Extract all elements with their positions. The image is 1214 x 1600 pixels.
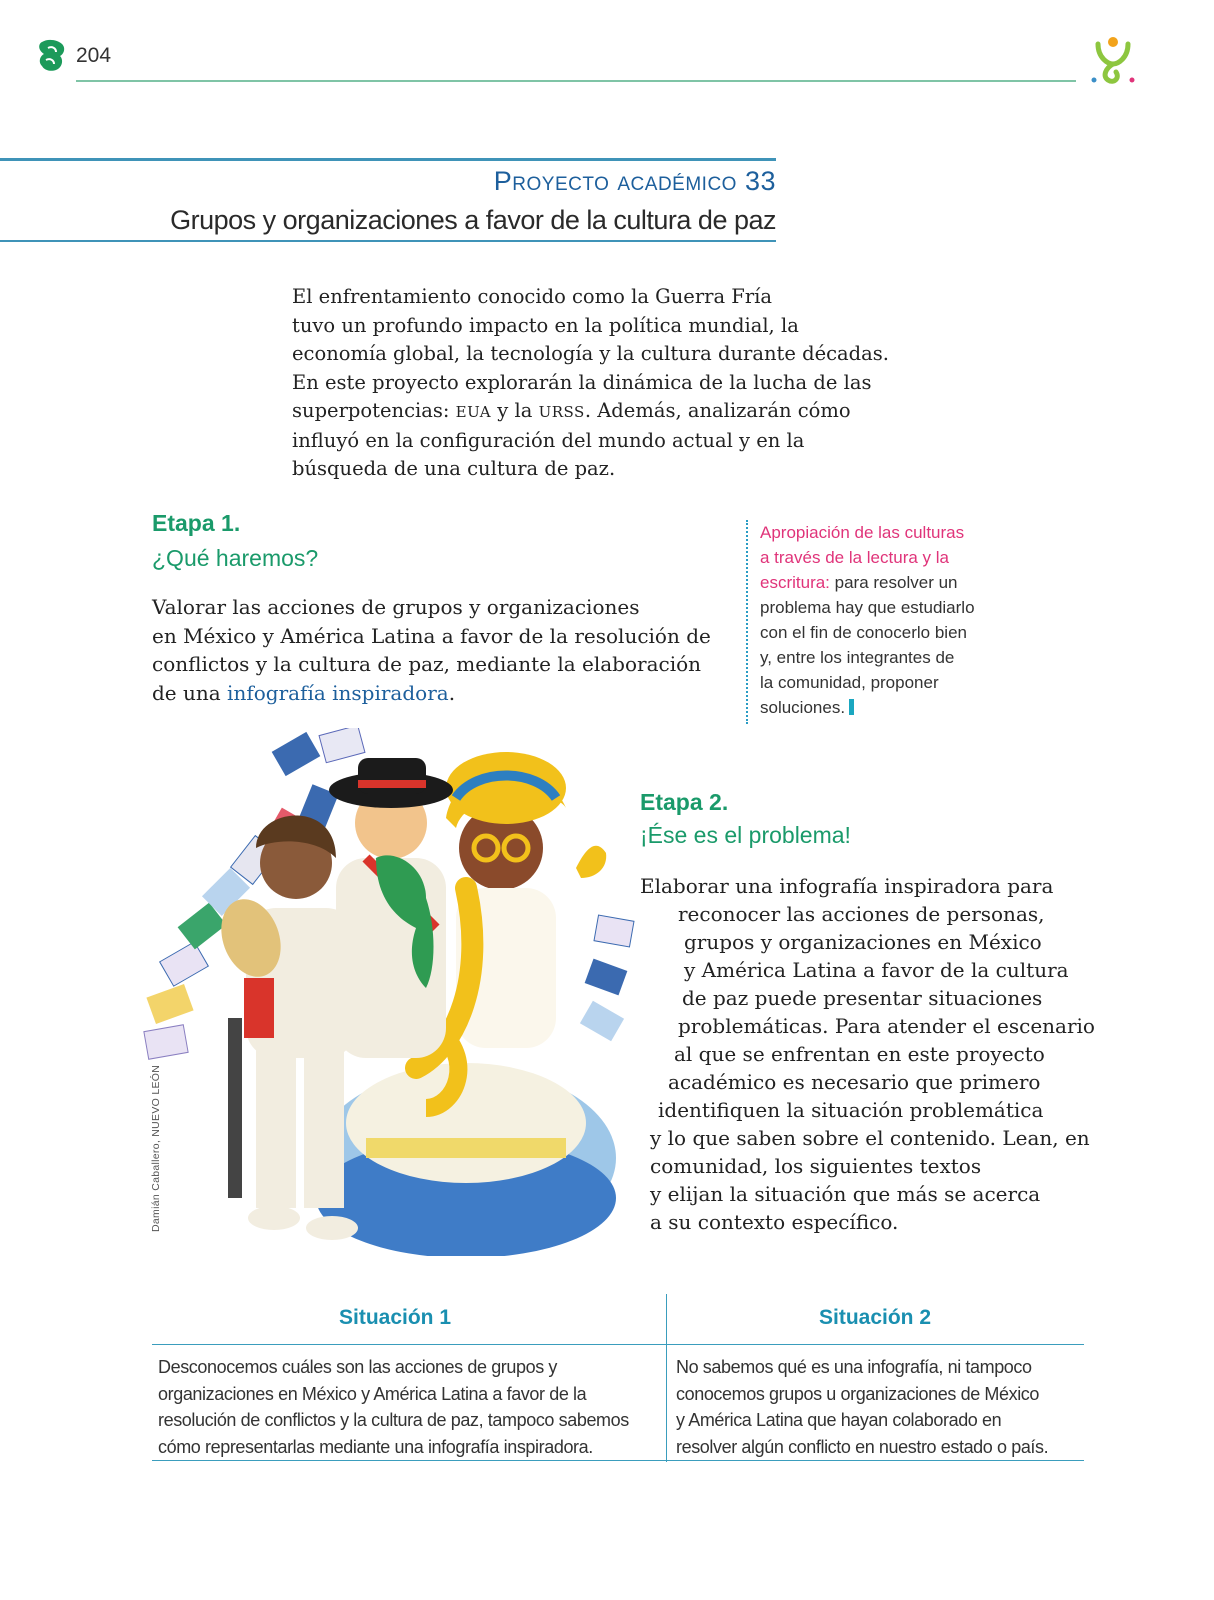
stage2-line: grupos y organizaciones en México bbox=[684, 930, 1042, 954]
acronym-eua: EUA bbox=[455, 403, 492, 421]
intro-text: . Además, analizarán cómo bbox=[584, 399, 851, 422]
sidenote bbox=[746, 520, 1060, 724]
situation-line: No sabemos qué es una infografía, ni tampoco bbox=[676, 1357, 1032, 1377]
stage2-line: comunidad, los siguientes textos bbox=[650, 1154, 982, 1178]
intro-line: En este proyecto explorarán la dinámica de la lucha de las bbox=[292, 370, 872, 394]
sidenote-highlight: a través de la lectura y la bbox=[760, 548, 949, 567]
situation-2-title: Situación 2 bbox=[818, 1306, 932, 1329]
intro-line: influyó en la configuración del mundo actual y en la bbox=[292, 428, 805, 452]
sidenote-line: con el fin de conocerlo bien bbox=[760, 623, 967, 642]
stage2-body bbox=[640, 872, 1095, 1236]
stage2-line: y elijan la situación que más se acerca bbox=[650, 1182, 1041, 1206]
intro-line: tuvo un profundo impacto en la política mundial, la bbox=[292, 313, 799, 337]
sidenote-line bbox=[760, 695, 1060, 720]
stage1-line bbox=[152, 679, 711, 708]
illustration-credit: Damián Caballero, NUEVO LEÓN bbox=[150, 1064, 162, 1232]
intro-line: búsqueda de una cultura de paz. bbox=[292, 457, 616, 480]
sidenote-highlight: Apropiación de las culturas bbox=[760, 523, 965, 542]
table-header-rule bbox=[152, 1344, 1084, 1345]
stage2-subtitle: ¡Ése es el problema! bbox=[640, 822, 851, 848]
green-stamp-icon bbox=[36, 38, 68, 74]
stage2-title: Etapa 2. bbox=[640, 789, 729, 815]
situation-1-text bbox=[158, 1354, 629, 1460]
intro-text: superpotencias: bbox=[292, 399, 456, 422]
intro-line: El enfrentamiento conocido como la Guerra Fría bbox=[292, 285, 773, 308]
project-subtitle: Grupos y organizaciones a favor de la cultura de paz bbox=[170, 205, 776, 235]
stage2-line: Elaborar una infografía inspiradora para bbox=[640, 874, 1054, 898]
stage1-line: conflictos y la cultura de paz, mediante la elaboración bbox=[152, 652, 702, 676]
situation-2-text bbox=[676, 1354, 1048, 1460]
end-mark-icon bbox=[849, 699, 854, 715]
stage2-line: identifiquen la situación problemática bbox=[658, 1098, 1044, 1122]
intro-line bbox=[292, 397, 872, 427]
project-title: Proyecto académico 33 bbox=[493, 166, 776, 196]
stage2-line: académico es necesario que primero bbox=[668, 1070, 1041, 1094]
page-number: 204 bbox=[76, 44, 112, 67]
infografia-link[interactable]: infografía inspiradora bbox=[227, 680, 449, 705]
stage2-line: y América Latina a favor de la cultura bbox=[684, 958, 1069, 982]
stage1-title: Etapa 1. bbox=[152, 510, 241, 536]
situation-line: organizaciones en México y América Latina a favor de la bbox=[158, 1383, 587, 1404]
intro-text: y la bbox=[491, 399, 539, 422]
situation-1-title: Situación 1 bbox=[338, 1306, 452, 1329]
intro-paragraph bbox=[292, 283, 889, 484]
stage2-line: a su contexto específico. bbox=[650, 1210, 899, 1234]
stage2-line: problemáticas. Para atender el escenario bbox=[678, 1014, 1095, 1038]
sidenote-line bbox=[760, 570, 1060, 595]
stage1-text: . bbox=[448, 680, 456, 705]
stage1-text: de una bbox=[152, 680, 228, 705]
people-sprout-logo bbox=[1084, 34, 1142, 90]
title-rule-bottom bbox=[0, 240, 776, 242]
situations-table bbox=[152, 1294, 1084, 1462]
stage1-body bbox=[152, 593, 711, 707]
situation-line: resolver algún conflicto en nuestro estado o país. bbox=[676, 1436, 1049, 1457]
stage2-line: reconocer las acciones de personas, bbox=[678, 902, 1045, 926]
stage2-line: y lo que saben sobre el contenido. Lean, en bbox=[650, 1126, 1090, 1150]
stage1-line: en México y América Latina a favor de la resolución de bbox=[152, 623, 711, 648]
illustration-people-flags bbox=[136, 728, 636, 1256]
situation-line: cómo representarlas mediante una infografía inspiradora. bbox=[158, 1436, 593, 1457]
sidenote-line: y, entre los integrantes de bbox=[760, 648, 955, 667]
intro-line: economía global, la tecnología y la cultura durante décadas. bbox=[292, 342, 889, 365]
stage1-subtitle: ¿Qué haremos? bbox=[152, 545, 319, 571]
situation-line: Desconocemos cuáles son las acciones de grupos y bbox=[158, 1357, 558, 1377]
stage1-line: Valorar las acciones de grupos y organizaciones bbox=[152, 595, 640, 619]
situation-line: conocemos grupos u organizaciones de México bbox=[676, 1383, 1040, 1404]
sidenote-text: para resolver un bbox=[829, 573, 958, 592]
header-rule bbox=[76, 80, 1076, 82]
sidenote-line: la comunidad, proponer bbox=[760, 673, 939, 692]
title-rule-top bbox=[0, 158, 776, 161]
situation-line: y América Latina que hayan colaborado en bbox=[676, 1410, 1002, 1430]
table-bottom-rule bbox=[152, 1460, 1084, 1461]
stage2-line: al que se enfrentan en este proyecto bbox=[674, 1042, 1045, 1066]
sidenote-highlight: escritura: bbox=[760, 573, 830, 592]
sidenote-line: problema hay que estudiarlo bbox=[760, 598, 975, 617]
situation-line: resolución de conflictos y la cultura de paz, tampoco sabemos bbox=[158, 1410, 629, 1430]
acronym-urss: URSS bbox=[538, 403, 585, 421]
stage2-line: de paz puede presentar situaciones bbox=[682, 986, 1043, 1010]
sidenote-text: soluciones. bbox=[760, 698, 846, 717]
